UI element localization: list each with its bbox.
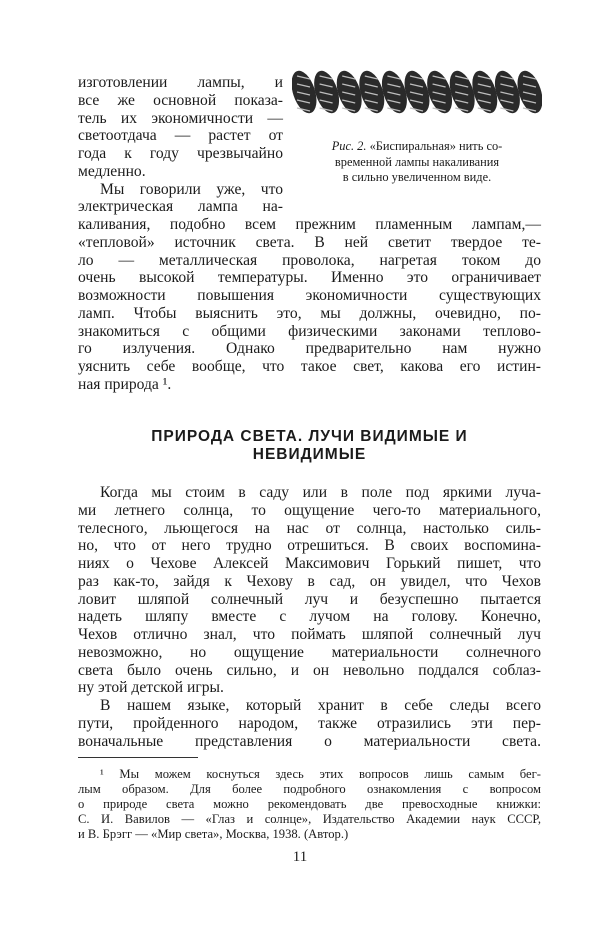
text-line: ну этой детской игры. — [78, 679, 224, 697]
text-line: знакомиться с общими физическими законами теплово- — [78, 322, 541, 340]
text-line: Когда мы стоим в саду или в поле под яркими луча- — [100, 484, 541, 501]
text-line: ми летнего солнца, то ощущение чего-то материального, — [78, 501, 541, 519]
text-line: и В. Брэгг — «Мир света», Москва, 1938. (Автор.) — [78, 827, 349, 841]
text-line: все же основной показа- — [78, 91, 283, 109]
text-line: В нашем языке, который хранит в себе следы всего — [100, 697, 541, 714]
figure-caption-line: в сильно увеличенном виде. — [342, 170, 492, 184]
section-title-continued: НЕВИДИМЫЕ — [252, 446, 367, 463]
text-line: ло — металлическая проволока, нагретая током до — [78, 251, 541, 269]
text-line: Чехов отлично знал, что поймать шляпой солнечный луч — [78, 626, 541, 643]
text-line: ная природа ¹. — [78, 375, 172, 393]
figure-caption-line — [292, 139, 542, 155]
text-line: раз как-то, зайдя к Чехову в сад, он увидел, что Чехов — [78, 572, 541, 590]
bispiral-filament-illustration — [292, 66, 542, 118]
text-line: года к году чрезвычайно — [78, 145, 283, 162]
text-line: света было очень сильно, и он невольно поддался соблаз- — [78, 661, 541, 679]
page-number: 11 — [292, 849, 308, 865]
text-line: лым образом. Для более подробного ознакомления с вопросом — [78, 782, 541, 796]
text-line: ¹ Мы можем коснуться здесь этих вопросов лишь самым бег- — [100, 767, 541, 781]
text-line: светоотдача — растет от — [78, 127, 283, 145]
text-line: уяснить себе вообще, что такое свет, какова его истин- — [78, 358, 541, 375]
text-line: тель их экономичности — — [78, 109, 283, 127]
text-line: невозможно, но ощущение материальности солнечного — [78, 643, 541, 661]
text-line: телесного, льющегося на нас от солнца, настолько силь- — [78, 519, 541, 537]
text-line: каливания, подобно всем прежним пламенным лампам,— — [78, 216, 541, 233]
text-line: ламп. Чтобы выяснить это, мы должны, очевидно, по- — [78, 304, 541, 322]
text-line: возможности повышения экономичности существующих — [78, 287, 541, 304]
text-line: пути, пройденного народом, также отразились эти пер- — [78, 714, 541, 732]
text-line: медленно. — [78, 162, 146, 180]
text-line: «тепловой» источник света. В ней светит твердое те- — [78, 233, 541, 251]
text-line: но, что от него трудно отрешиться. В своих воспомина- — [78, 537, 541, 555]
text-line: ловит шляпой солнечный луч и безуспешно пытается — [78, 590, 541, 608]
text-line: надеть шляпу вместе с лучом на голову. Конечно, — [78, 608, 541, 626]
text-line: Мы говорили уже, что — [100, 180, 283, 198]
caption-text: «Биспиральная» нить со- — [369, 139, 503, 153]
figure-caption-line: временной лампы накаливания — [334, 155, 500, 169]
text-line: о природе света можно рекомендовать две превосходные книжки: — [78, 797, 541, 811]
text-line: го излучения. Однако предварительно нам нужно — [78, 340, 541, 358]
figure-label: Рис. 2. — [331, 139, 367, 153]
text-line: С. И. Вавилов — «Глаз и солнце», Издательство Академии наук СССР, — [78, 812, 541, 826]
text-line: очень высокой температуры. Именно это ограничивает — [78, 269, 541, 287]
text-line: изготовлении лампы, и — [78, 74, 283, 91]
section-title: ПРИРОДА СВЕТА. ЛУЧИ ВИДИМЫЕ И — [151, 428, 468, 445]
text-line: ниях о Чехове Алексей Максимович Горький пишет, что — [78, 555, 541, 572]
text-line: воначальные представления о материальности света. — [78, 732, 541, 750]
footnote-divider — [78, 757, 198, 758]
text-line: электрическая лампа на- — [78, 198, 283, 216]
